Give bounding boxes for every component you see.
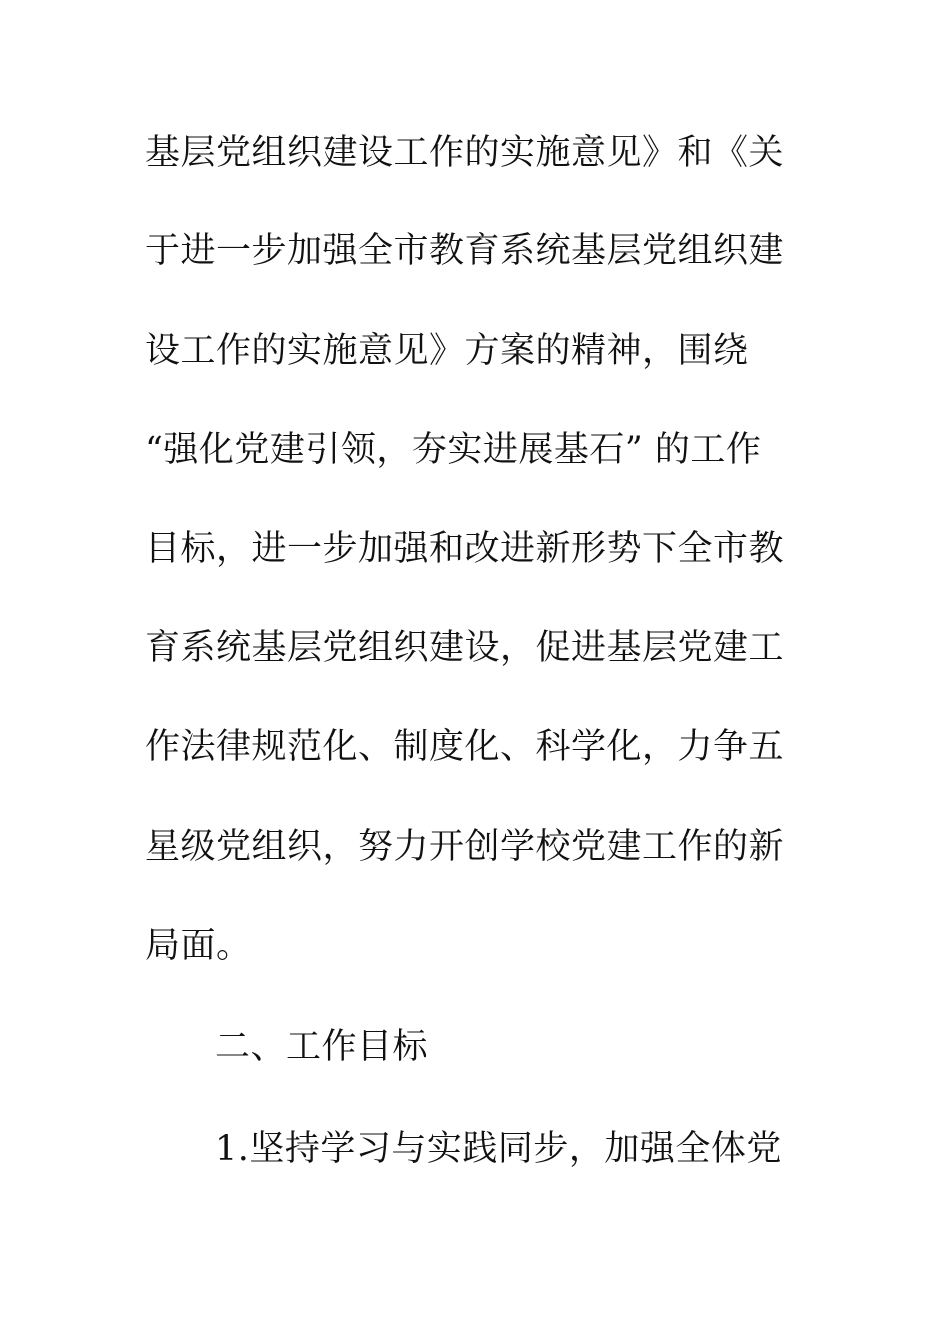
paragraph-line: 基层党组织建设工作的实施意见》和《关 [145, 133, 785, 173]
list-item: 1.坚持学习与实践同步，加强全体党 [215, 1129, 782, 1169]
paragraph-line: 作法律规范化、制度化、科学化，力争五 [145, 727, 785, 767]
paragraph-line: 育系统基层党组织建设，促进基层党建工 [145, 628, 785, 668]
section-heading: 二、工作目标 [215, 1027, 429, 1067]
paragraph-line: 设工作的实施意见》方案的精神，围绕 [145, 331, 749, 371]
paragraph-line: 于进一步加强全市教育系统基层党组织建 [145, 231, 785, 271]
paragraph-line: “强化党建引领，夯实进展基石” 的工作 [145, 430, 762, 470]
paragraph-line: 目标，进一步加强和改进新形势下全市教 [145, 529, 785, 569]
paragraph-line: 局面。 [145, 926, 252, 966]
paragraph-line: 星级党组织，努力开创学校党建工作的新 [145, 827, 785, 867]
